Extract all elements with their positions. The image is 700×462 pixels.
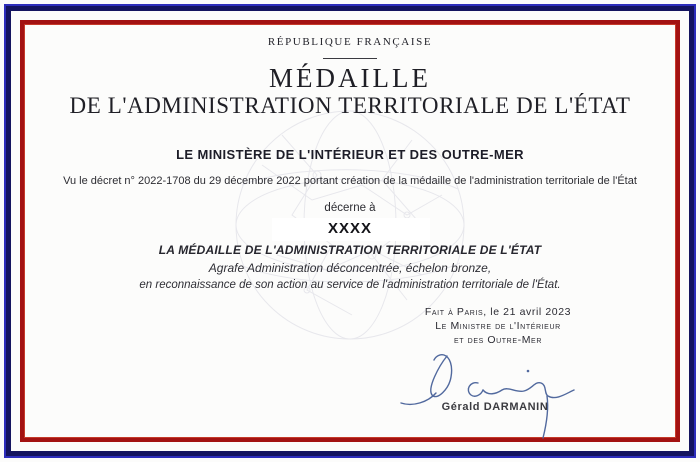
signature-block xyxy=(420,305,576,347)
signatory-title-line1: Le Ministre de l'Intérieur xyxy=(435,320,561,332)
ministry-line: LE MINISTÈRE DE L'INTÉRIEUR ET DES OUTRE-MER xyxy=(176,147,524,162)
signatory-name: Gérald DARMANIN xyxy=(441,401,549,413)
recipient-name: XXXX xyxy=(327,220,373,237)
medal-designation-line: LA MÉDAILLE DE L'ADMINISTRATION TERRITORIALE DE L'ÉTAT xyxy=(158,243,542,257)
republique-header: RÉPUBLIQUE FRANÇAISE xyxy=(267,36,433,48)
signatory-title-line2: et des Outre-Mer xyxy=(454,334,542,346)
agrafe-echelon-line: Agrafe Administration déconcentrée, échelon bronze, xyxy=(208,261,492,275)
header-divider xyxy=(323,58,377,59)
recognition-line: en reconnaissance de son action au service de l'administration territoriale de l'État. xyxy=(139,279,561,291)
place-label: Fait à Paris, xyxy=(424,306,487,318)
medal-title-line1: MÉDAILLE xyxy=(269,63,431,93)
date-label: le 21 avril 2023 xyxy=(486,306,572,318)
awarded-to-label: décerne à xyxy=(324,202,376,214)
place-and-date-line xyxy=(420,305,576,319)
medal-title-line2: DE L'ADMINISTRATION TERRITORIALE DE L'ÉTAT xyxy=(69,93,631,118)
decree-line: Vu le décret n° 2022-1708 du 29 décembre 2022 portant création de la médaille de l'administration territoriale de l'État xyxy=(63,175,637,187)
signature-autograph xyxy=(395,350,585,442)
